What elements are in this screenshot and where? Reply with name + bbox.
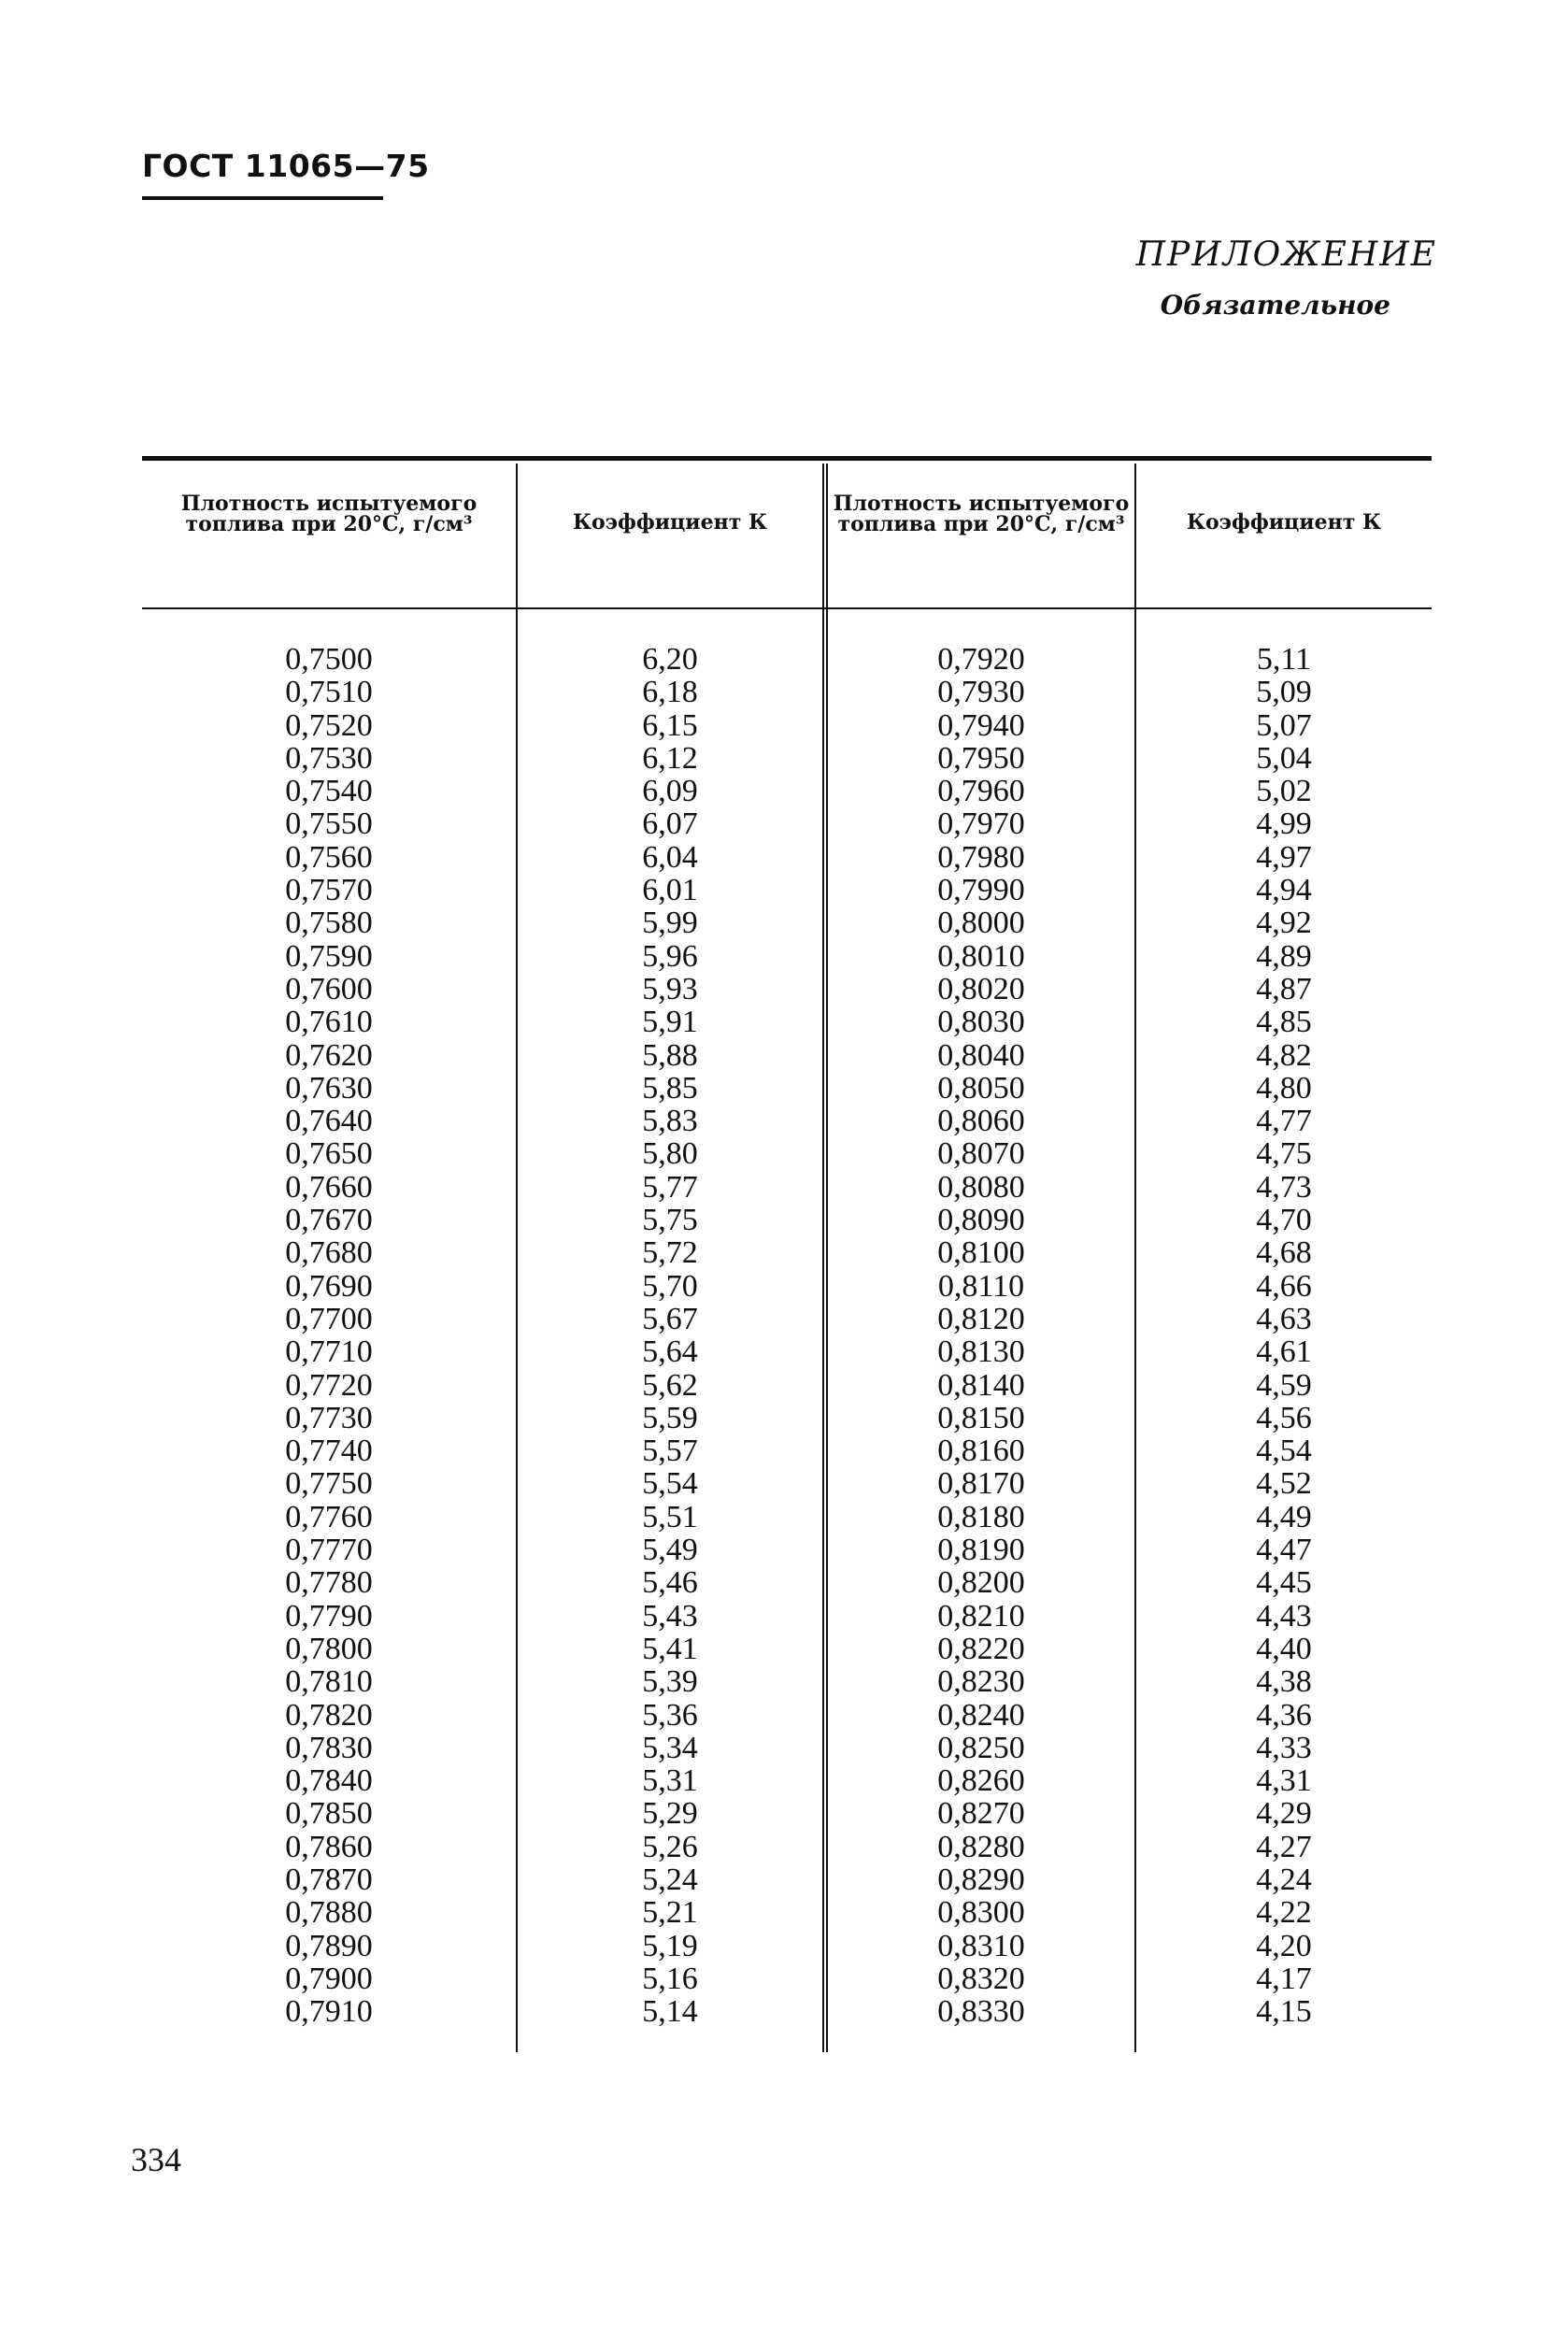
coefficient-cell: 6,01 xyxy=(642,873,698,908)
density-cell: 0,7720 xyxy=(285,1367,373,1403)
density-cell: 0,8130 xyxy=(937,1334,1025,1370)
appendix-subtitle: Обязательное xyxy=(1160,290,1390,321)
coefficient-cell: 4,56 xyxy=(1256,1400,1312,1435)
coefficient-cell: 5,67 xyxy=(642,1301,698,1336)
density-cell: 0,8140 xyxy=(937,1367,1025,1403)
density-cell: 0,8300 xyxy=(937,1895,1025,1931)
density-cell: 0,8190 xyxy=(937,1533,1025,1568)
density-cell: 0,8230 xyxy=(937,1664,1025,1700)
density-cell: 0,8270 xyxy=(937,1796,1025,1832)
density-cell: 0,8240 xyxy=(937,1697,1025,1733)
coefficient-cell: 4,36 xyxy=(1256,1697,1312,1733)
density-cell: 0,8200 xyxy=(937,1565,1025,1601)
coefficient-cell: 4,33 xyxy=(1256,1730,1312,1765)
coefficient-cell: 4,73 xyxy=(1256,1169,1312,1205)
coefficient-cell: 5,11 xyxy=(1256,642,1312,677)
density-cell: 0,7550 xyxy=(285,806,373,842)
density-cell: 0,7630 xyxy=(285,1070,373,1106)
coefficient-cell: 4,59 xyxy=(1256,1367,1312,1403)
density-cell: 0,7990 xyxy=(937,873,1025,908)
density-cell: 0,7750 xyxy=(285,1466,373,1502)
document-code-underline xyxy=(142,196,383,200)
coefficient-cell: 5,36 xyxy=(642,1697,698,1733)
density-cell: 0,8150 xyxy=(937,1400,1025,1435)
density-cell: 0,7680 xyxy=(285,1235,373,1271)
density-cell: 0,8110 xyxy=(937,1268,1025,1304)
coefficient-cell: 5,14 xyxy=(642,1994,698,2030)
density-cell: 0,8020 xyxy=(937,971,1025,1006)
coefficient-cell: 5,09 xyxy=(1256,675,1312,710)
coefficient-cell: 6,20 xyxy=(642,642,698,677)
density-cell: 0,8030 xyxy=(937,1005,1025,1040)
density-cell: 0,7820 xyxy=(285,1697,373,1733)
density-cell: 0,7640 xyxy=(285,1104,373,1139)
table-top-rule xyxy=(142,456,1432,461)
coefficient-cell: 5,83 xyxy=(642,1104,698,1139)
density-cell: 0,7740 xyxy=(285,1434,373,1469)
density-cell: 0,8090 xyxy=(937,1203,1025,1238)
coefficient-cell: 5,62 xyxy=(642,1367,698,1403)
coefficient-cell: 5,91 xyxy=(642,1005,698,1040)
coefficient-cell: 5,72 xyxy=(642,1235,698,1271)
density-cell: 0,7780 xyxy=(285,1565,373,1601)
density-cell: 0,7710 xyxy=(285,1334,373,1370)
coefficient-cell: 4,54 xyxy=(1256,1434,1312,1469)
coefficient-cell: 4,68 xyxy=(1256,1235,1312,1271)
density-cell: 0,7970 xyxy=(937,806,1025,842)
coefficient-cell: 5,24 xyxy=(642,1862,698,1897)
coefficient-cell: 4,15 xyxy=(1256,1994,1312,2030)
density-cell: 0,7960 xyxy=(937,774,1025,809)
density-cell: 0,7850 xyxy=(285,1796,373,1832)
coefficient-cell: 6,18 xyxy=(642,675,698,710)
coefficient-cell: 6,15 xyxy=(642,707,698,743)
density-cell: 0,8160 xyxy=(937,1434,1025,1469)
appendix-title: ПРИЛОЖЕНИЕ xyxy=(1135,235,1437,274)
density-cell: 0,8290 xyxy=(937,1862,1025,1897)
density-cell: 0,7950 xyxy=(937,740,1025,776)
coefficient-cell: 5,93 xyxy=(642,971,698,1006)
density-cell: 0,7860 xyxy=(285,1829,373,1864)
coefficient-cell: 4,80 xyxy=(1256,1070,1312,1106)
density-cell: 0,7570 xyxy=(285,873,373,908)
column-header-coefficient-left: Коэффициент К xyxy=(572,510,768,535)
density-cell: 0,7560 xyxy=(285,839,373,875)
document-code: ГОСТ 11065—75 xyxy=(142,148,430,184)
density-cell: 0,8060 xyxy=(937,1104,1025,1139)
coefficient-cell: 5,88 xyxy=(642,1037,698,1073)
coefficient-column-right xyxy=(1136,643,1432,2028)
density-cell: 0,8330 xyxy=(937,1994,1025,2030)
density-cell: 0,8280 xyxy=(937,1829,1025,1864)
density-cell: 0,7770 xyxy=(285,1533,373,1568)
coefficient-cell: 4,70 xyxy=(1256,1203,1312,1238)
coefficient-cell: 4,87 xyxy=(1256,971,1312,1006)
coefficient-cell: 4,40 xyxy=(1256,1631,1312,1666)
column-header-coefficient-right: Коэффициент К xyxy=(1186,510,1382,535)
coefficient-cell: 6,07 xyxy=(642,806,698,842)
coefficient-cell: 5,99 xyxy=(642,906,698,941)
coefficient-column-left xyxy=(518,643,822,2028)
coefficient-cell: 5,04 xyxy=(1256,740,1312,776)
coefficient-cell: 4,89 xyxy=(1256,938,1312,974)
density-column-right xyxy=(828,643,1134,2028)
density-cell: 0,8320 xyxy=(937,1961,1025,1996)
density-cell: 0,7660 xyxy=(285,1169,373,1205)
density-cell: 0,8000 xyxy=(937,906,1025,941)
coefficient-cell: 4,97 xyxy=(1256,839,1312,875)
density-cell: 0,7730 xyxy=(285,1400,373,1435)
coefficient-cell: 4,52 xyxy=(1256,1466,1312,1502)
density-cell: 0,7800 xyxy=(285,1631,373,1666)
density-cell: 0,7600 xyxy=(285,971,373,1006)
density-cell: 0,8070 xyxy=(937,1136,1025,1172)
density-cell: 0,8080 xyxy=(937,1169,1025,1205)
density-cell: 0,7940 xyxy=(937,707,1025,743)
coefficient-cell: 5,34 xyxy=(642,1730,698,1765)
density-cell: 0,7930 xyxy=(937,675,1025,710)
density-cell: 0,7810 xyxy=(285,1664,373,1700)
density-cell: 0,7910 xyxy=(285,1994,373,2030)
coefficient-cell: 4,99 xyxy=(1256,806,1312,842)
density-cell: 0,8180 xyxy=(937,1499,1025,1534)
density-cell: 0,7890 xyxy=(285,1928,373,1963)
density-cell: 0,7830 xyxy=(285,1730,373,1765)
density-cell: 0,7700 xyxy=(285,1301,373,1336)
coefficient-cell: 4,47 xyxy=(1256,1533,1312,1568)
column-header-density-right: Плотность испытуемого топлива при 20°С, г/см³ xyxy=(833,492,1130,536)
coefficient-cell: 4,17 xyxy=(1256,1961,1312,1996)
density-cell: 0,8050 xyxy=(937,1070,1025,1106)
density-cell: 0,7610 xyxy=(285,1005,373,1040)
coefficient-cell: 4,20 xyxy=(1256,1928,1312,1963)
coefficient-cell: 5,70 xyxy=(642,1268,698,1304)
density-cell: 0,7510 xyxy=(285,675,373,710)
density-cell: 0,7980 xyxy=(937,839,1025,875)
table-header-rule xyxy=(142,607,1432,609)
coefficient-cell: 4,38 xyxy=(1256,1664,1312,1700)
density-cell: 0,7870 xyxy=(285,1862,373,1897)
column-header-density-left: Плотность испытуемого топлива при 20°С, г/см³ xyxy=(180,492,478,536)
coefficient-cell: 4,22 xyxy=(1256,1895,1312,1931)
coefficient-cell: 5,19 xyxy=(642,1928,698,1963)
coefficient-cell: 5,51 xyxy=(642,1499,698,1534)
coefficient-cell: 5,77 xyxy=(642,1169,698,1205)
density-cell: 0,8040 xyxy=(937,1037,1025,1073)
coefficient-cell: 5,80 xyxy=(642,1136,698,1172)
density-cell: 0,8170 xyxy=(937,1466,1025,1502)
density-cell: 0,8220 xyxy=(937,1631,1025,1666)
coefficient-cell: 5,57 xyxy=(642,1434,698,1469)
coefficient-cell: 6,09 xyxy=(642,774,698,809)
coefficient-cell: 4,29 xyxy=(1256,1796,1312,1832)
coefficient-cell: 4,94 xyxy=(1256,873,1312,908)
coefficient-cell: 5,29 xyxy=(642,1796,698,1832)
density-cell: 0,7590 xyxy=(285,938,373,974)
density-column-left xyxy=(142,643,516,2028)
density-cell: 0,7580 xyxy=(285,906,373,941)
density-cell: 0,7790 xyxy=(285,1598,373,1634)
density-cell: 0,7900 xyxy=(285,1961,373,1996)
density-cell: 0,7670 xyxy=(285,1203,373,1238)
coefficient-cell: 5,59 xyxy=(642,1400,698,1435)
density-cell: 0,8310 xyxy=(937,1928,1025,1963)
page-number: 334 xyxy=(131,2141,181,2178)
coefficient-cell: 5,39 xyxy=(642,1664,698,1700)
density-cell: 0,7760 xyxy=(285,1499,373,1534)
coefficient-cell: 5,02 xyxy=(1256,774,1312,809)
density-cell: 0,8250 xyxy=(937,1730,1025,1765)
density-cell: 0,7920 xyxy=(937,642,1025,677)
coefficient-cell: 5,41 xyxy=(642,1631,698,1666)
density-cell: 0,8120 xyxy=(937,1301,1025,1336)
coefficient-cell: 5,07 xyxy=(1256,707,1312,743)
coefficient-cell: 6,12 xyxy=(642,740,698,776)
density-cell: 0,8210 xyxy=(937,1598,1025,1634)
density-cell: 0,8100 xyxy=(937,1235,1025,1271)
coefficient-cell: 4,63 xyxy=(1256,1301,1312,1336)
density-cell: 0,7540 xyxy=(285,774,373,809)
density-cell: 0,8260 xyxy=(937,1763,1025,1799)
coefficient-cell: 4,77 xyxy=(1256,1104,1312,1139)
coefficient-cell: 5,75 xyxy=(642,1203,698,1238)
coefficient-cell: 5,26 xyxy=(642,1829,698,1864)
coefficient-cell: 5,49 xyxy=(642,1533,698,1568)
coefficient-cell: 5,85 xyxy=(642,1070,698,1106)
coefficient-cell: 4,75 xyxy=(1256,1136,1312,1172)
coefficient-cell: 4,66 xyxy=(1256,1268,1312,1304)
coefficient-cell: 4,43 xyxy=(1256,1598,1312,1634)
coefficient-cell: 5,54 xyxy=(642,1466,698,1502)
density-cell: 0,7650 xyxy=(285,1136,373,1172)
coefficient-cell: 4,24 xyxy=(1256,1862,1312,1897)
coefficient-cell: 6,04 xyxy=(642,839,698,875)
density-cell: 0,7520 xyxy=(285,707,373,743)
coefficient-cell: 5,21 xyxy=(642,1895,698,1931)
coefficient-cell: 5,16 xyxy=(642,1961,698,1996)
coefficient-cell: 4,92 xyxy=(1256,906,1312,941)
coefficient-cell: 4,61 xyxy=(1256,1334,1312,1370)
coefficient-cell: 4,85 xyxy=(1256,1005,1312,1040)
coefficient-cell: 5,96 xyxy=(642,938,698,974)
density-cell: 0,7620 xyxy=(285,1037,373,1073)
density-cell: 0,7840 xyxy=(285,1763,373,1799)
density-cell: 0,7690 xyxy=(285,1268,373,1304)
density-cell: 0,7880 xyxy=(285,1895,373,1931)
coefficient-cell: 4,49 xyxy=(1256,1499,1312,1534)
coefficient-cell: 5,64 xyxy=(642,1334,698,1370)
coefficient-cell: 4,27 xyxy=(1256,1829,1312,1864)
coefficient-cell: 5,43 xyxy=(642,1598,698,1634)
coefficient-cell: 5,31 xyxy=(642,1763,698,1799)
density-cell: 0,7530 xyxy=(285,740,373,776)
density-cell: 0,8010 xyxy=(937,938,1025,974)
coefficient-cell: 5,46 xyxy=(642,1565,698,1601)
coefficient-cell: 4,82 xyxy=(1256,1037,1312,1073)
coefficient-cell: 4,31 xyxy=(1256,1763,1312,1799)
density-cell: 0,7500 xyxy=(285,642,373,677)
coefficient-cell: 4,45 xyxy=(1256,1565,1312,1601)
